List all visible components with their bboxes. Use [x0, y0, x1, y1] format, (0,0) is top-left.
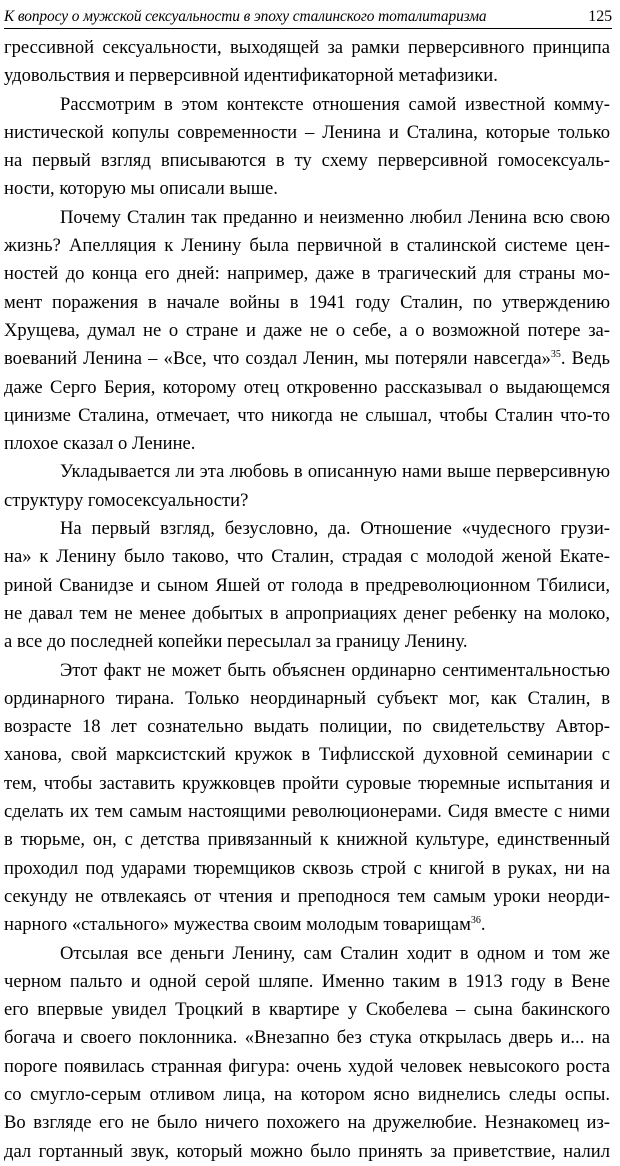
text-line	[4, 1024, 610, 1052]
running-title: К вопросу о мужской сексуальности в эпоху сталинского тоталитаризма	[4, 8, 487, 25]
text-line	[4, 91, 610, 119]
text-line	[4, 147, 610, 175]
text-line	[4, 543, 610, 571]
text-line	[4, 1109, 610, 1137]
line-text: грессивной сексуальности, выходящей за рамки перверсивного принципа	[4, 37, 610, 58]
line-text: возрасте 18 лет сознательно выдать полиции, по свидетельству Автор-	[4, 716, 610, 738]
text-line	[4, 940, 610, 968]
line-text: Рассмотрим в этом контексте отношения самой известной комму-	[60, 93, 610, 115]
line-text: Хрущева, думал не о стране и даже не о себе, а о возможной потере за-	[4, 319, 610, 341]
line-text: нарного «стального» мужества своим молодым товарищам	[4, 914, 471, 936]
text-line	[4, 713, 610, 741]
text-line	[4, 628, 610, 656]
text-line	[4, 402, 610, 430]
line-text: ности, которую мы описали выше.	[4, 178, 278, 200]
line-text: цинизме Сталина, отмечает, что никогда не слышал, чтобы Сталин что-то	[4, 404, 610, 426]
line-text: пороге появилась странная фигура: очень худой человек невысокого роста	[4, 1055, 610, 1077]
text-line	[4, 289, 610, 317]
line-text: тем, чтобы заставить кружковцев пройти суровые тюремные испытания и	[4, 772, 610, 794]
text-line	[4, 572, 610, 600]
footnote-marker[interactable]: 35	[550, 349, 561, 361]
text-line	[4, 62, 610, 90]
line-text: со смугло-серым отливом лица, на котором ясно виднелись следы оспы.	[4, 1083, 610, 1105]
text-line	[4, 883, 610, 911]
text-line	[4, 657, 610, 685]
line-text: риной Сванидзе и сыном Яшей от голода в предреволюционном Тбилиси,	[4, 574, 610, 596]
text-line	[4, 1138, 610, 1166]
text-line	[4, 487, 610, 515]
text-line	[4, 770, 610, 798]
text-line	[4, 260, 610, 288]
text-line	[4, 798, 610, 826]
text-line	[4, 1053, 610, 1081]
text-line	[4, 968, 610, 996]
body-text	[4, 34, 610, 1166]
text-line	[4, 119, 610, 147]
line-text: ординарного тирана. Только неординарный субъект мог, как Сталин, в	[4, 687, 610, 709]
text-line	[4, 374, 610, 402]
page-number: 125	[588, 8, 612, 25]
header-rule	[4, 28, 612, 29]
text-line	[4, 741, 610, 769]
line-text: дал гортанный звук, который можно было принять за приветствие, налил	[4, 1140, 610, 1162]
line-text-after: . Ведь	[560, 348, 610, 370]
line-text: Отсылая все деньги Ленину, сам Сталин ходит в одном и том же	[60, 942, 610, 964]
line-text: ханова, свой марксистский кружок в Тифлисской духовной семинарии с	[4, 744, 610, 766]
line-text: в тюрьме, он, с детства привязанный к книжной культуре, единственный	[4, 829, 610, 851]
line-text: на» к Ленину было таково, что Сталин, страдая с молодой женой Екате-	[4, 546, 610, 568]
text-line	[4, 317, 610, 345]
line-text: на первый взгляд вписываются в ту схему перверсивной гомосексуаль-	[4, 150, 610, 172]
line-text: даже Серго Берия, которому отец откровенно рассказывал о выдающемся	[4, 376, 610, 398]
line-text: ностей до конца его дней: например, даже в трагический для страны мо-	[4, 263, 610, 285]
line-text: нистической копулы современности – Ленина и Сталина, которые только	[4, 121, 610, 143]
text-line	[4, 204, 610, 232]
line-text: а все до последней копейки пересылал за границу Ленину.	[4, 631, 468, 653]
line-text: структуру гомосексуальности?	[4, 489, 249, 511]
text-line	[4, 430, 610, 458]
text-line	[4, 1081, 610, 1109]
line-text: На первый взгляд, безусловно, да. Отношение «чудесного грузи-	[60, 518, 610, 540]
line-text: жизнь? Апелляция к Ленину была первичной в сталинской системе цен-	[4, 235, 610, 257]
text-line	[4, 855, 610, 883]
line-text: удовольствия и перверсивной идентификаторной метафизики.	[4, 65, 498, 87]
text-line	[4, 911, 610, 939]
line-text: сделать их тем самым настоящими революционерами. Сидя вместе с ними	[4, 801, 610, 823]
line-text: плохое сказал о Ленине.	[4, 433, 196, 455]
footnote-marker[interactable]: 36	[470, 915, 481, 927]
text-line	[4, 600, 610, 628]
line-text: Во взгляде его не было ничего похожего на дружелюбие. Незнакомец из-	[4, 1112, 610, 1134]
text-line	[4, 345, 610, 373]
paragraph-block	[4, 34, 610, 1166]
line-text: его впервые увидел Троцкий в квартире у Скобелева – сына бакинского	[4, 999, 610, 1021]
line-text: мент поражения в начале войны в 1941 году Сталин, по утверждению	[4, 291, 610, 313]
text-line	[4, 175, 610, 203]
text-line	[4, 515, 610, 543]
line-text: Почему Сталин так преданно и неизменно любил Ленина всю свою	[60, 206, 610, 228]
line-text-after: .	[480, 914, 486, 936]
text-line	[4, 458, 610, 486]
text-line	[4, 685, 610, 713]
text-line	[4, 996, 610, 1024]
line-text: черном пальто и одной серой шляпе. Именно таким в 1913 году в Вене	[4, 970, 610, 992]
text-line	[4, 232, 610, 260]
line-text: Укладывается ли эта любовь в описанную нами выше перверсивную	[60, 461, 610, 483]
text-line	[4, 34, 610, 62]
line-text: секунду не отвлекаясь от чтения и преподнося тем самым уроки неорди-	[4, 885, 610, 907]
line-text: богача и своего поклонника. «Внезапно без стука открылась дверь и... на	[4, 1027, 610, 1049]
line-text: воеваний Ленина – «Все, что создал Ленин, мы потеряли навсегда»	[4, 348, 551, 370]
line-text: не давал тем не менее добытых в апроприациях денег ребенку на молоко,	[4, 602, 610, 624]
running-head	[4, 2, 612, 26]
line-text: Этот факт не может быть объяснен ординарно сентиментальностью	[60, 659, 610, 681]
text-line	[4, 826, 610, 854]
line-text: проходил под ударами тюремщиков сквозь строй с книгой в руках, ни на	[4, 857, 610, 879]
